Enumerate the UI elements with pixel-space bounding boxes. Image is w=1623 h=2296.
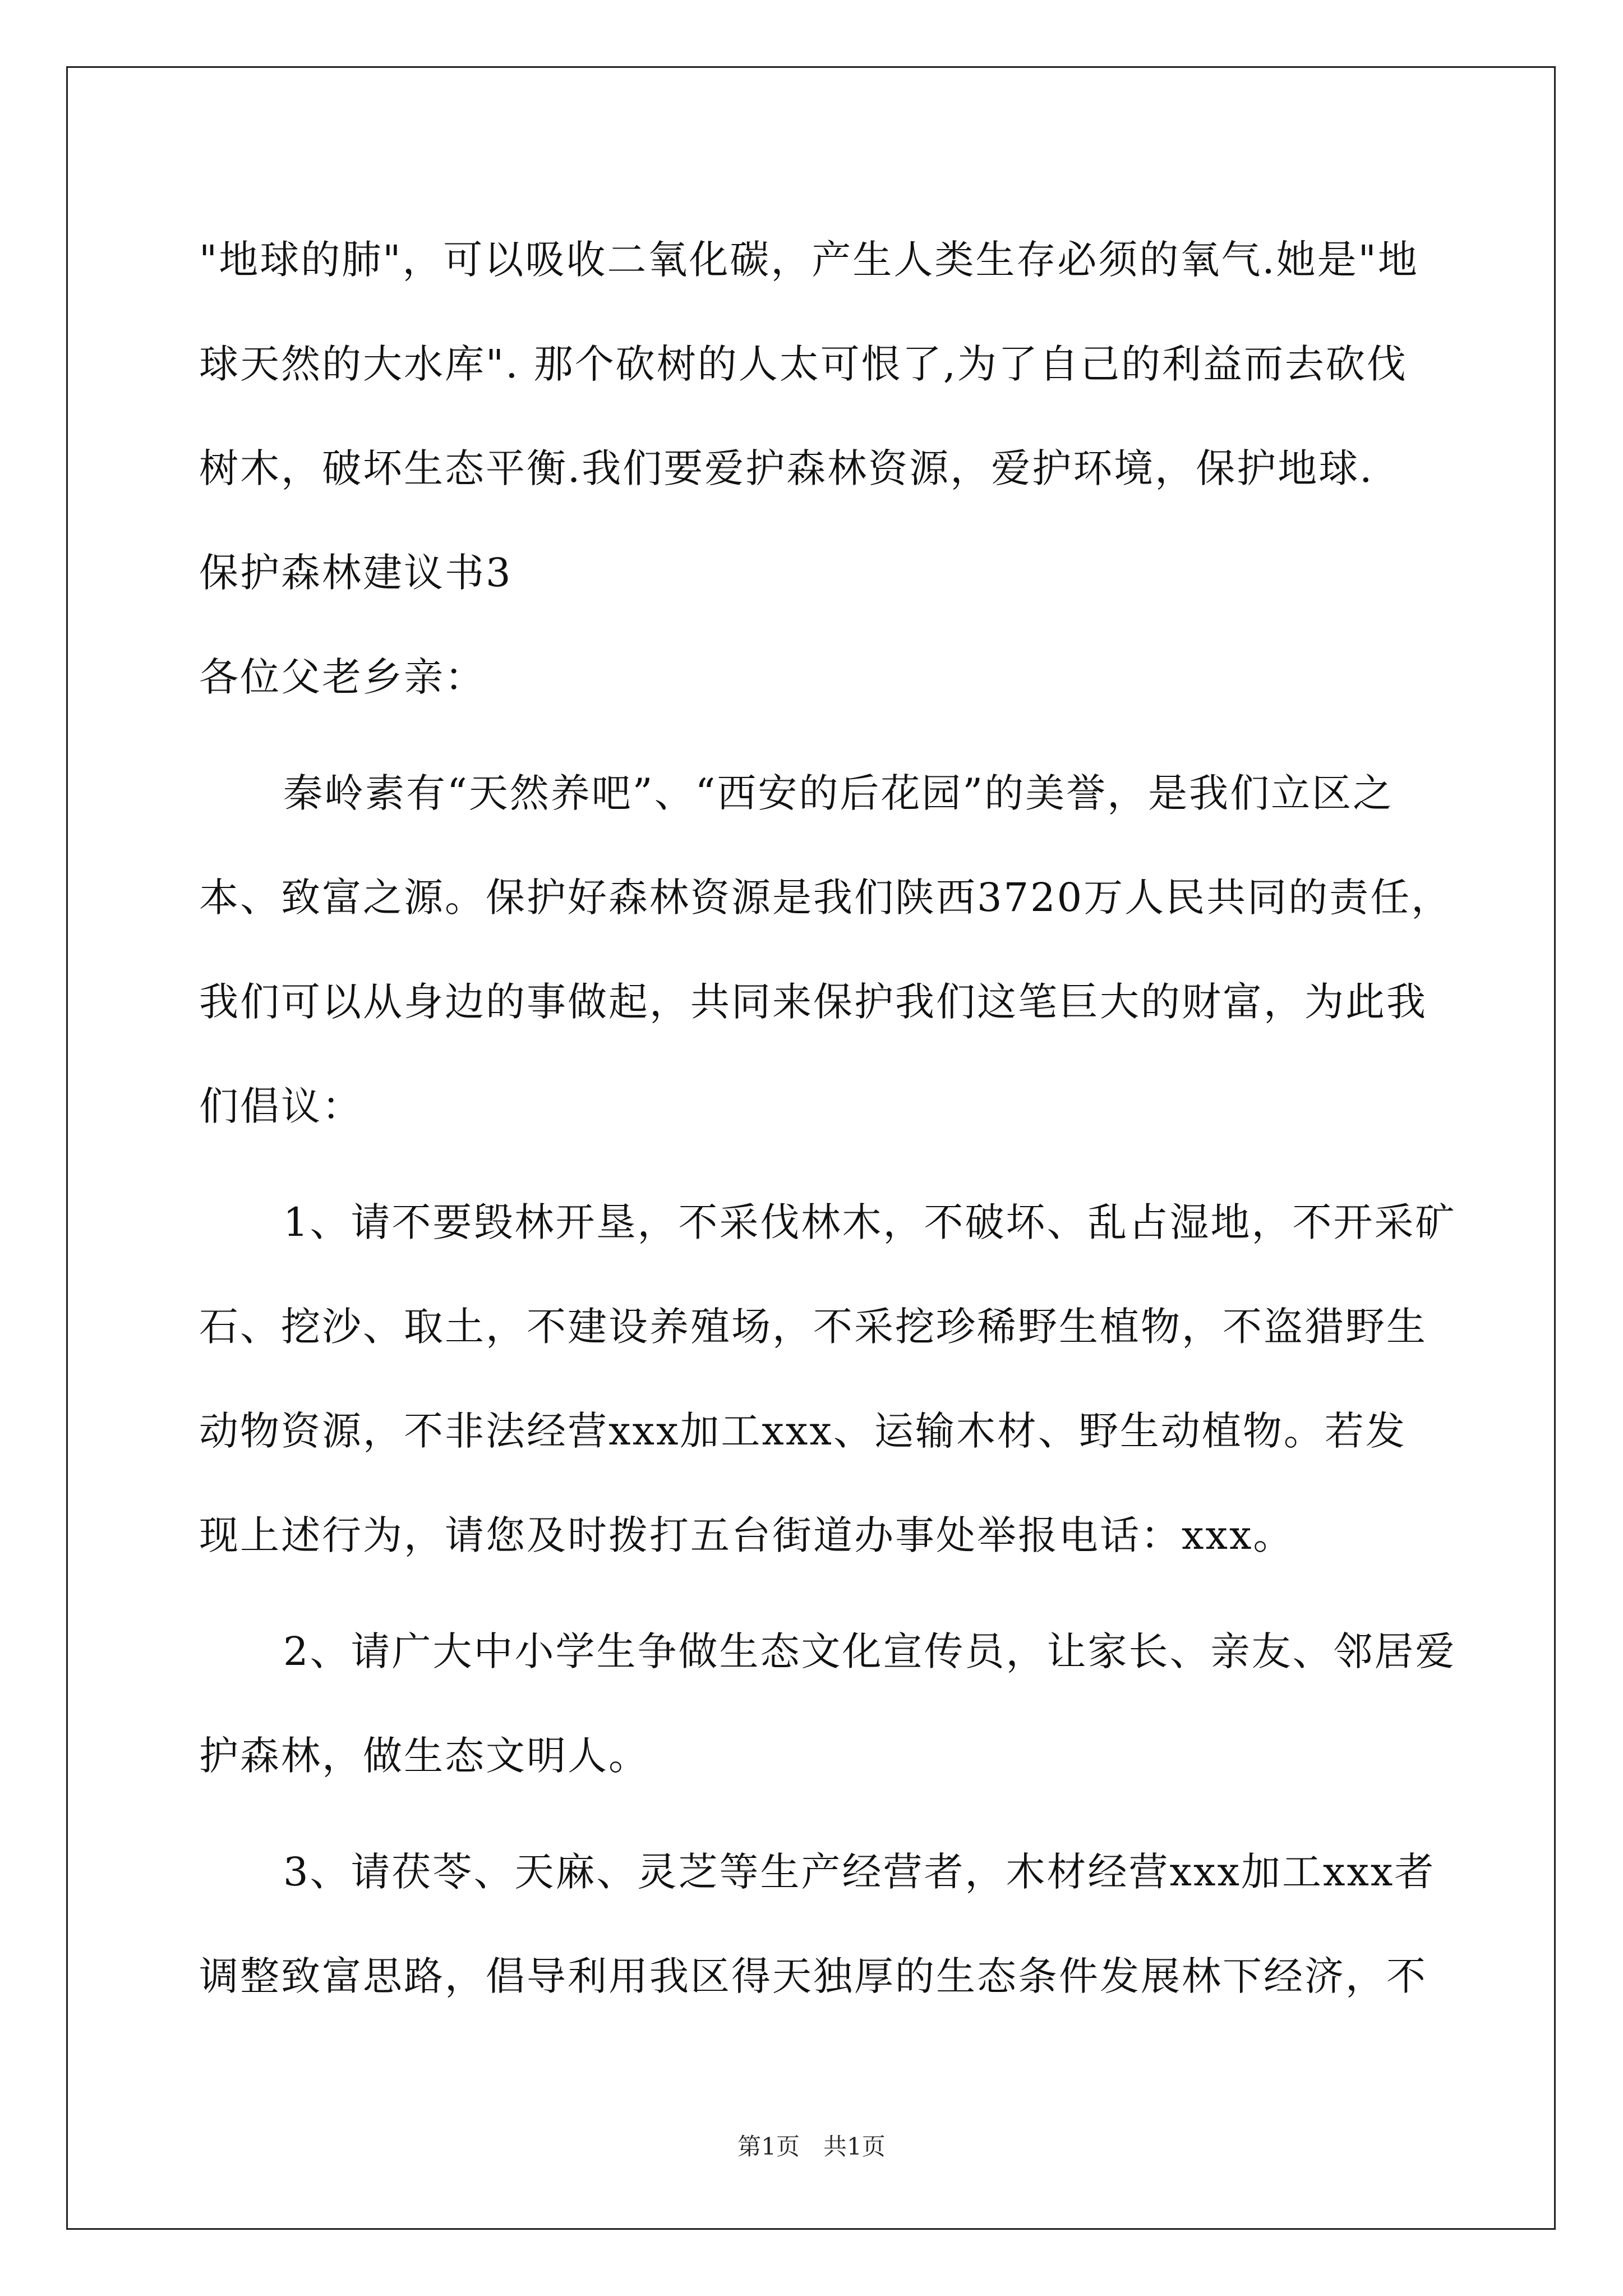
section-title: 保护森林建议书3 <box>199 550 513 596</box>
list-item-1-line: 石、挖沙、取土，不建设养殖场，不采挖珍稀野生植物，不盗猎野生 <box>199 1304 1427 1350</box>
text-line: 树木，破坏生态平衡.我们要爱护森林资源，爱护环境，保护地球. <box>199 445 1374 491</box>
text-line: "地球的肺"，可以吸收二氧化碳，产生人类生存必须的氧气.她是"地 <box>199 237 1419 283</box>
page-footer: 第1页 共1页 <box>737 2133 886 2160</box>
paragraph-line: 秦岭素有“天然养吧”、“西安的后花园”的美誉，是我们立区之 <box>283 770 1394 816</box>
list-item-3-line: 调整致富思路，倡导利用我区得天独厚的生态条件发展林下经济，不 <box>199 1953 1427 1999</box>
salutation: 各位父老乡亲： <box>199 654 486 700</box>
list-item-1: 1、请不要毁林开垦，不采伐林木，不破坏、乱占湿地，不开采矿 <box>283 1199 1456 1245</box>
text-line: 球天然的大水库". 那个砍树的人太可恨了,为了自己的利益而去砍伐 <box>199 341 1408 387</box>
document-body <box>199 208 1456 2028</box>
list-item-2: 2、请广大中小学生争做生态文化宣传员，让家长、亲友、邻居爱 <box>283 1628 1456 1674</box>
list-item-2-line: 护森林，做生态文明人。 <box>199 1733 649 1779</box>
list-item-1-line: 现上述行为，请您及时拨打五台街道办事处举报电话：xxx。 <box>199 1512 1294 1558</box>
list-item-3: 3、请茯苓、天麻、灵芝等生产经营者，木材经营xxx加工xxx者 <box>283 1849 1436 1895</box>
list-item-1-line: 动物资源，不非法经营xxx加工xxx、运输木材、野生动植物。若发 <box>199 1408 1407 1454</box>
paragraph-line: 们倡议： <box>199 1083 363 1129</box>
paragraph-line: 我们可以从身边的事做起，共同来保护我们这笔巨大的财富，为此我 <box>199 979 1427 1025</box>
paragraph-line: 本、致富之源。保护好森林资源是我们陕西3720万人民共同的责任， <box>199 875 1453 921</box>
